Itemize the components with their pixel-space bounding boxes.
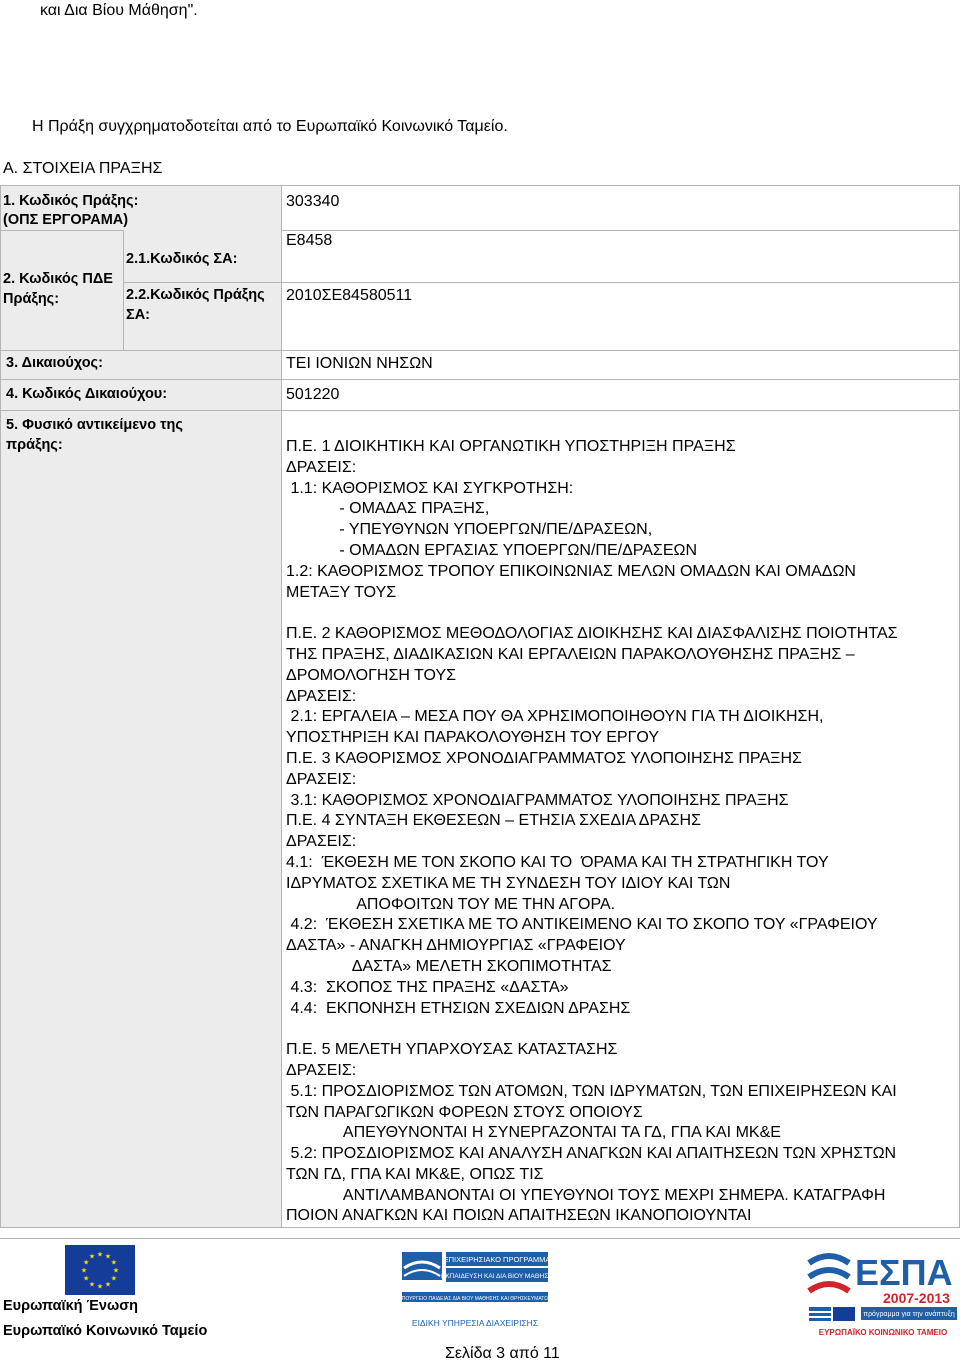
object-text-line: Π.Ε. 1 ΔΙΟΙΚΗΤΙΚΗ ΚΑΙ ΟΡΓΑΝΩΤΙΚΗ ΥΠΟΣΤΗΡΙΞΗ ΠΡΑΞΗΣ	[286, 438, 736, 455]
sa-code-value: Ε8458	[286, 232, 333, 249]
footer-divider	[0, 1238, 960, 1239]
eu-star-icon: ★	[110, 1274, 117, 1283]
education-programme-logo	[400, 1248, 550, 1333]
pe-logo-title-1: ΕΠΙΧΕΙΡΗΣΙΑΚΟ ΠΡΟΓΡΑΜΜΑ	[443, 1255, 550, 1264]
object-text-line: ΠΟΙΟΝ ΑΝΑΓΚΩΝ ΚΑΙ ΠΟΙΩΝ ΑΠΑΙΤΗΣΕΩΝ ΙΚΑΝΟΠΟΙΟΥΝΤΑΙ	[286, 1207, 752, 1225]
pe-logo-sub: ΥΠΟΥΡΓΕΙΟ ΠΑΙΔΕΙΑΣ ΔΙΑ ΒΙΟΥ ΜΑΘΗΣΗΣ ΚΑΙ ΘΡΗΣΚΕΥΜΑΤΩΝ	[400, 1296, 550, 1302]
beneficiary-value: ΤΕΙ ΙΟΝΙΩΝ ΝΗΣΩΝ	[286, 355, 433, 372]
object-text-line: ΔΑΣΤΑ» - ΑΝΑΓΚΗ ΔΗΜΙΟΥΡΓΙΑΣ «ΓΡΑΦΕΙΟΥ	[286, 937, 626, 955]
espa-years: 2007-2013	[883, 1290, 950, 1306]
code-label-1: 1. Κωδικός Πράξης:	[3, 193, 139, 209]
object-text-line: ΜΕΤΑΞΥ ΤΟΥΣ	[286, 583, 397, 601]
eu-star-icon: ★	[83, 1274, 90, 1283]
object-text-line: ΑΠΕΥΘΥΝΟΝΤΑΙ Η ΣΥΝΕΡΓΑΖΟΝΤΑΙ ΤΑ ΓΔ, ΓΠΑ ΚΑΙ ΜΚ&Ε	[286, 1124, 781, 1142]
object-text-line: ΔΡΑΣΕΙΣ:	[286, 687, 357, 705]
object-text-line: Π.Ε. 3 ΚΑΘΟΡΙΣΜΟΣ ΧΡΟΝΟΔΙΑΓΡΑΜΜΑΤΟΣ ΥΛΟΠΟΙΗΣΗΣ ΠΡΑΞΗΣ	[286, 749, 802, 767]
eu-star-icon: ★	[110, 1258, 117, 1267]
beneficiary-label: 3. Δικαιούχος:	[6, 355, 103, 371]
object-text-line: Π.Ε. 4 ΣΥΝΤΑΞΗ ΕΚΘΕΣΕΩΝ – ΕΤΗΣΙΑ ΣΧΕΔΙΑ ΔΡΑΣΗΣ	[286, 812, 701, 830]
eu-star-icon: ★	[96, 1282, 104, 1291]
eu-union-text: Ευρωπαϊκή Ένωση	[3, 1298, 138, 1314]
object-text-line: ΔΡΟΜΟΛΟΓΗΣΗ ΤΟΥΣ	[286, 666, 457, 684]
object-text-line: 4.4: ΕΚΠΟΝΗΣΗ ΕΤΗΣΙΩΝ ΣΧΕΔΙΩΝ ΔΡΑΣΗΣ	[286, 999, 631, 1017]
object-text-line: 1.2: ΚΑΘΟΡΙΣΜΟΣ ΤΡΟΠΟΥ ΕΠΙΚΟΙΝΩΝΙΑΣ ΜΕΛΩΝ ΟΜΑΔΩΝ ΚΑΙ ΟΜΑΔΩΝ	[286, 562, 856, 580]
object-text-line: Π.Ε. 5 ΜΕΛΕΤΗ ΥΠΑΡΧΟΥΣΑΣ ΚΑΤΑΣΤΑΣΗΣ	[286, 1041, 618, 1059]
code-label-2: (ΟΠΣ ΕΡΓΟΡΑΜΑ)	[3, 212, 129, 228]
object-label-2: πράξης:	[6, 437, 63, 453]
sa-project-label-2: ΣΑ:	[126, 307, 151, 323]
eu-star-icon: ★	[112, 1266, 120, 1275]
object-text-line: - ΟΜΑΔΑΣ ΠΡΑΞΗΣ,	[286, 500, 490, 518]
sa-project-label-1: 2.2.Κωδικός Πράξης	[126, 287, 265, 303]
object-label-1: 5. Φυσικό αντικείμενο της	[6, 417, 183, 433]
object-text-line: 5.1: ΠΡΟΣΔΙΟΡΙΣΜΟΣ ΤΩΝ ΑΤΟΜΩΝ, ΤΩΝ ΙΔΡΥΜΑΤΩΝ, ΤΩΝ ΕΠΙΧΕΙΡΗΣΕΩΝ ΚΑΙ	[286, 1082, 897, 1100]
espa-slogan: πρόγραμμα για την ανάπτυξη	[863, 1311, 955, 1318]
eu-star-icon: ★	[88, 1252, 96, 1261]
eu-star-icon: ★	[96, 1250, 104, 1259]
top-line: και Δια Βίου Μάθηση".	[40, 2, 198, 19]
pe-logo-title-2: ΕΚΠΑΙΔΕΥΣΗ ΚΑΙ ΔΙΑ ΒΙΟΥ ΜΑΘΗΣΗ	[441, 1273, 550, 1280]
object-text-line: 1.1: ΚΑΘΟΡΙΣΜΟΣ ΚΑΙ ΣΥΓΚΡΟΤΗΣΗ:	[286, 479, 574, 497]
object-text-line: ΔΡΑΣΕΙΣ:	[286, 770, 357, 788]
object-text-line: Π.Ε. 2 ΚΑΘΟΡΙΣΜΟΣ ΜΕΘΟΔΟΛΟΓΙΑΣ ΔΙΟΙΚΗΣΗΣ ΚΑΙ ΔΙΑΣΦΑΛΙΣΗΣ ΠΟΙΟΤΗΤΑΣ	[286, 625, 898, 643]
section-title: Α. ΣΤΟΙΧΕΙΑ ΠΡΑΞΗΣ	[3, 160, 163, 177]
object-text-line: ΤΩΝ ΓΔ, ΓΠΑ ΚΑΙ ΜΚ&Ε, ΟΠΩΣ ΤΙΣ	[286, 1165, 544, 1183]
beneficiary-code-label: 4. Κωδικός Δικαιούχου:	[6, 386, 168, 402]
object-text-line: - ΟΜΑΔΩΝ ΕΡΓΑΣΙΑΣ ΥΠΟΕΡΓΩΝ/ΠΕ/ΔΡΑΣΕΩΝ	[286, 541, 698, 559]
object-text-line: ΤΗΣ ΠΡΑΞΗΣ, ΔΙΑΔΙΚΑΣΙΩΝ ΚΑΙ ΕΡΓΑΛΕΙΩΝ ΠΑΡΑΚΟΛΟΥΘΗΣΗΣ ΠΡΑΞΗΣ –	[286, 645, 855, 663]
object-text-line: 4.2: ΈΚΘΕΣΗ ΣΧΕΤΙΚΑ ΜΕ ΤΟ ΑΝΤΙΚΕΙΜΕΝΟ ΚΑΙ ΤΟ ΣΚΟΠΟ ΤΟΥ «ΓΡΑΦΕΙΟΥ	[286, 916, 878, 934]
object-text-line: ΑΝΤΙΛΑΜΒΑΝΟΝΤΑΙ ΟΙ ΥΠΕΥΘΥΝΟΙ ΤΟΥΣ ΜΕΧΡΙ ΣΗΜΕΡΑ. ΚΑΤΑΓΡΑΦΗ	[286, 1186, 886, 1204]
espa-fund: ΕΥΡΩΠΑΪΚΟ ΚΟΙΝΩΝΙΚΟ ΤΑΜΕΙΟ	[818, 1328, 948, 1337]
sa-code-label: 2.1.Κωδικός ΣΑ:	[126, 251, 238, 267]
eu-star-icon: ★	[80, 1266, 88, 1275]
espa-word: ΕΣΠΑ	[855, 1252, 953, 1293]
beneficiary-code-value: 501220	[286, 386, 340, 403]
pde-label-1: 2. Κωδικός ΠΔΕ	[3, 271, 113, 287]
sa-project-value: 2010ΣΕ84580511	[286, 287, 413, 304]
object-text-line: 5.2: ΠΡΟΣΔΙΟΡΙΣΜΟΣ ΚΑΙ ΑΝΑΛΥΣΗ ΑΝΑΓΚΩΝ ΚΑΙ ΑΠΑΙΤΗΣΕΩΝ ΤΩΝ ΧΡΗΣΤΩΝ	[286, 1145, 897, 1163]
eu-flag-logo	[65, 1245, 135, 1295]
pde-label-2: Πράξης:	[3, 291, 60, 307]
physical-object-text	[286, 437, 958, 1227]
object-text-line: 4.1: ΈΚΘΕΣΗ ΜΕ ΤΟΝ ΣΚΟΠΟ ΚΑΙ ΤΟ ΌΡΑΜΑ ΚΑΙ ΤΗ ΣΤΡΑΤΗΓΙΚΗ ΤΟΥ	[286, 853, 829, 871]
object-text-line: ΔΡΑΣΕΙΣ:	[286, 458, 357, 476]
page-number: Σελίδα 3 από 11	[445, 1345, 560, 1362]
object-text-line: ΔΡΑΣΕΙΣ:	[286, 833, 357, 851]
pe-logo-sub2: ΕΙΔΙΚΗ ΥΠΗΡΕΣΙΑ ΔΙΑΧΕΙΡΙΣΗΣ	[411, 1318, 539, 1328]
eu-star-icon: ★	[88, 1280, 96, 1289]
object-text-line: 4.3: ΣΚΟΠΟΣ ΤΗΣ ΠΡΑΞΗΣ «ΔΑΣΤΑ»	[286, 978, 569, 996]
espa-logo	[805, 1245, 960, 1340]
object-text-line: ΤΩΝ ΠΑΡΑΓΩΓΙΚΩΝ ΦΟΡΕΩΝ ΣΤΟΥΣ ΟΠΟΙΟΥΣ	[286, 1103, 643, 1121]
code-value: 303340	[286, 193, 340, 210]
object-text-line: ΔΑΣΤΑ» ΜΕΛΕΤΗ ΣΚΟΠΙΜΟΤΗΤΑΣ	[286, 957, 612, 975]
object-text-line: ΥΠΟΣΤΗΡΙΞΗ ΚΑΙ ΠΑΡΑΚΟΛΟΥΘΗΣΗ ΤΟΥ ΕΡΓΟΥ	[286, 729, 660, 747]
object-text-line: ΙΔΡΥΜΑΤΟΣ ΣΧΕΤΙΚΑ ΜΕ ΤΗ ΣΥΝΔΕΣΗ ΤΟΥ ΙΔΙΟΥ ΚΑΙ ΤΩΝ	[286, 874, 731, 892]
eu-star-icon: ★	[104, 1280, 112, 1289]
object-text-line: - ΥΠΕΥΘΥΝΩΝ ΥΠΟΕΡΓΩΝ/ΠΕ/ΔΡΑΣΕΩΝ,	[286, 521, 653, 539]
object-text-line: 2.1: ΕΡΓΑΛΕΙΑ – ΜΕΣΑ ΠΟΥ ΘΑ ΧΡΗΣΙΜΟΠΟΙΗΘΟΥΝ ΓΙΑ ΤΗ ΔΙΟΙΚΗΣΗ,	[286, 708, 824, 726]
eu-star-icon: ★	[83, 1258, 90, 1267]
object-text-line: 3.1: ΚΑΘΟΡΙΣΜΟΣ ΧΡΟΝΟΔΙΑΓΡΑΜΜΑΤΟΣ ΥΛΟΠΟΙΗΣΗΣ ΠΡΑΞΗΣ	[286, 791, 789, 809]
object-text-line: ΔΡΑΣΕΙΣ:	[286, 1061, 357, 1079]
eu-social-fund-text: Ευρωπαϊκό Κοινωνικό Ταμείο	[3, 1323, 208, 1339]
eu-star-icon: ★	[104, 1252, 112, 1261]
cofund-line: Η Πράξη συγχρηματοδοτείται από το Ευρωπαϊκό Κοινωνικό Ταμείο.	[32, 118, 508, 135]
object-text-line	[286, 603, 958, 624]
object-text-line	[286, 1019, 958, 1040]
object-text-line: ΑΠΟΦΟΙΤΩΝ ΤΟΥ ΜΕ ΤΗΝ ΑΓΟΡΑ.	[286, 895, 616, 913]
